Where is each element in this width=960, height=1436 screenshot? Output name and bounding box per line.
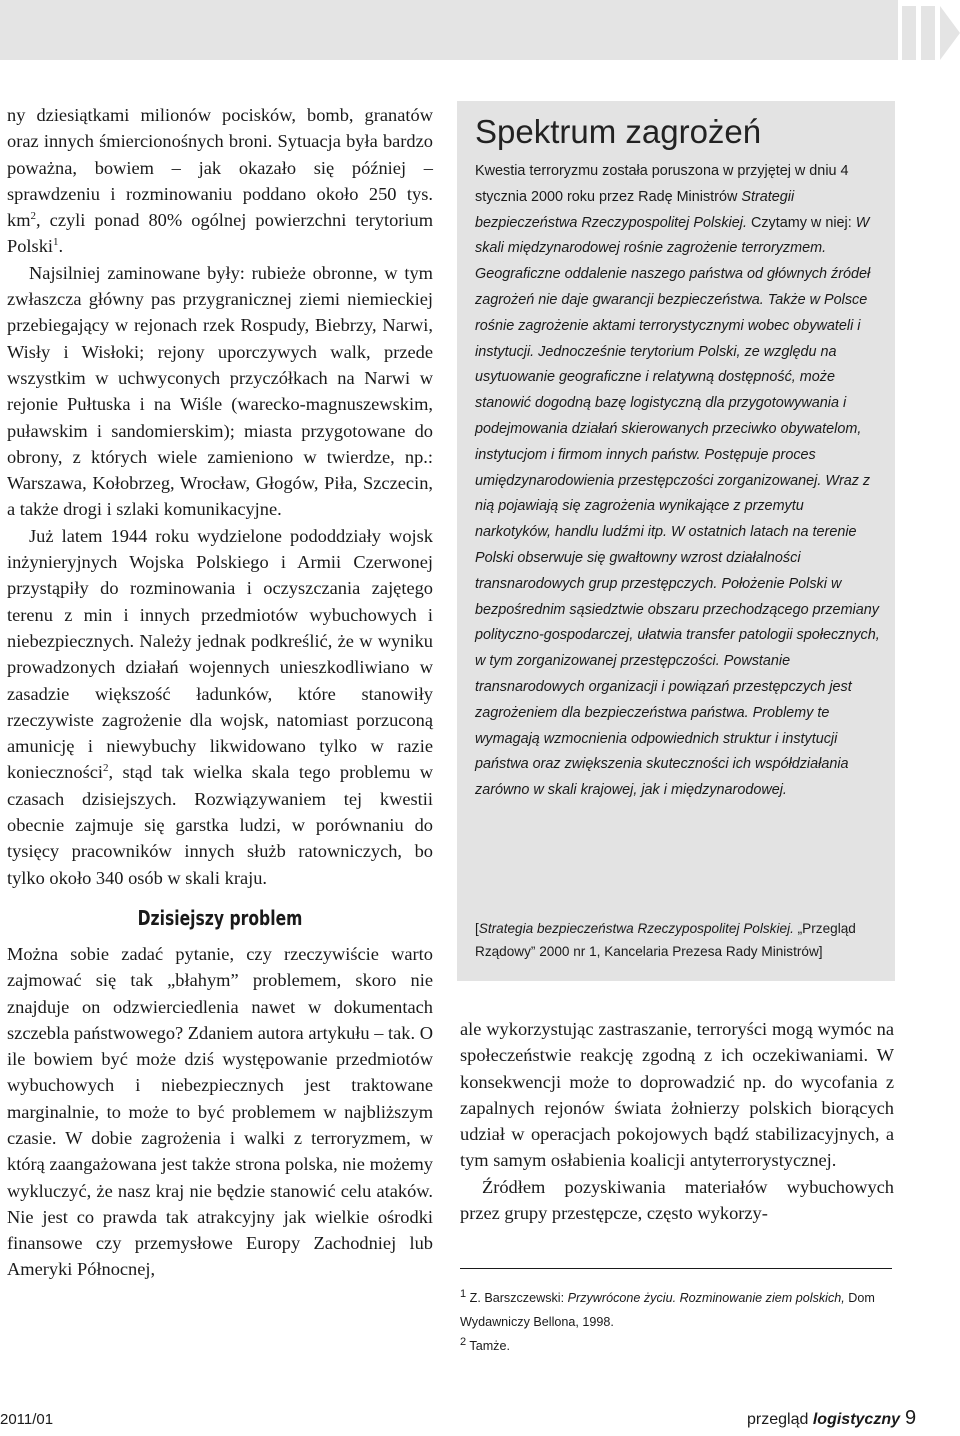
article-left-column <box>7 102 433 1283</box>
sidebar-body: Kwestia terroryzmu została poruszona w przyjętej w dniu 4 stycznia 2000 roku przez Radę Ministrów Strategii bezpieczeństwa Rzeczypospolitej Polskiej. Czytamy w niej: W skali międzynarodowej rośnie zagrożenie terroryzmem. Geograficzne oddalenie naszego państwa od głównych źródeł zagrożeń nie daje gwarancji bezpieczeństwa. Także w Polsce rośnie zagrożenie aktami terrorystycznymi wobec obywateli i instytucji. Jednocześnie terytorium Polski, ze względu na usytuowanie geograficzne i relatywną dostępność, może stanowić dogodną bazę logistyczną dla przygotowywania i podejmowania działań skierowanych przeciwko obywatelom, instytucjom i firmom innych państw. Postępuje proces umiędzynarodowienia przestępczości zorganizowanej. Wraz z nią pojawiają się zagrożenia wynikające z przemytu narkotyków, handlu ludźmi itp. W ostatnich latach na terenie Polski obserwuje się gwałtowny wzrost działalności transnarodowych grup przestępczych. Położenie Polski w bezpośrednim sąsiedztwie obszaru przechodzącego przemiany polityczno-gospodarczej, ułatwia transfer patologii społecznych, w tym zorganizowanej przestępczości. Powstanie transnarodowych organizacji i powiązań przestępczych jest zagrożeniem dla bezpieczeństwa państwa. Problemy te wymagają wzmocnienia odpowiednich struktur i instytucji państwa oraz zwiększenia skuteczności ich współdziałania zarówno w skali krajowej, jak i międzynarodowej. <box>475 163 880 799</box>
sidebar-source: [Strategia bezpieczeństwa Rzeczypospolitej Polskiej. „Przegląd Rządowy” 2000 nr 1, Kancelaria Prezesa Rady Ministrów] <box>475 921 856 959</box>
footnote-2: 2 Tamże. <box>460 1335 510 1353</box>
sidebar-box <box>457 101 895 981</box>
article-right-column <box>460 1016 894 1226</box>
article-paragraph: Można sobie zadać pytanie, czy rzeczywiście warto zajmować się tak „błahym” problemem, skoro nie znajduje on odzwierciedlenia nawet w dokumentach szczebla państwowego? Zdaniem autora artykułu – tak. O ile bowiem być może dziś występowanie przedmiotów wybuchowych i niebezpiecznych jest traktowane marginalnie, to może to być problemem w najbliższym czasie. W dobie zagrożenia i walki z terroryzmem, w którą zaangażowana jest także strona polska, nie możemy wykluczyć, że nasz kraj nie będzie stanowić celu ataków. Nie jest co prawda tak atrakcyjny jak wielkie ośrodki finansowe czy przemysłowe Europy Zachodniej lub Ameryki Północnej, <box>7 943 433 1280</box>
page-number: 9 <box>905 1407 917 1429</box>
section-heading: Dzisiejszy problem <box>137 905 303 930</box>
article-paragraph: Już latem 1944 roku wydzielone pododdziały wojsk inżynieryjnych Wojska Polskiego i Armii Czerwonej przystąpiły do rozminowania i oczyszczania zajętego terenu z min i innych przedmiotów wybuchowych i niebezpiecznych. Należy jednak podkreślić, że w wyniku prowadzonych działań wojennych unieszkodliwiano w zasadzie większość ładunków, które stanowiły rzeczywiste zagrożenie dla wojsk, natomiast porzuconą amunicję i niewybuchy likwidowano tylko w razie konieczności$^2$, stąd tak wielka skala tego problemu w czasach dzisiejszych. Rozwiązywaniem tej kwestii obecnie zajmuje się garstka ludzi, w porównaniu do tysięcy pracowników innych służb ratowniczych, bo tylko około 340 osób w skali kraju. <box>7 525 433 888</box>
footnote-1: 1 Z. Barszczewski: Przywrócone życiu. Rozminowanie ziem polskich, Dom Wydawniczy Bellona, 1998. <box>460 1287 875 1329</box>
sidebar-quote: W skali międzynarodowej rośnie zagrożenie terroryzmem. Geograficzne oddalenie naszego państwa od głównych źródeł zagrożeń nie daje gwarancji bezpieczeństwa. Także w Polsce rośnie zagrożenie aktami terrorystycznymi wobec obywateli i instytucji. Jednocześnie terytorium Polski, ze względu na usytuowanie geograficzne i relatywną dostępność, może stanowić dogodną bazę logistyczną dla przygotowywania i podejmowania działań skierowanych przeciwko obywatelom, instytucjom i firmom innych państw. Postępuje proces umiędzynarodowienia przestępczości zorganizowanej. Wraz z nią pojawiają się zagrożenia wynikające z przemytu narkotyków, handlu ludźmi itp. W ostatnich latach na terenie Polski obserwuje się gwałtowny wzrost działalności transnarodowych grup przestępczych. Położenie Polski w bezpośrednim sąsiedztwie obszaru przechodzącego przemiany polityczno-gospodarczej, ułatwia transfer patologii społecznych, w tym zorganizowanej przestępczości. Powstanie transnarodowych organizacji i powiązań przestępczych jest zagrożeniem dla bezpieczeństwa państwa. Problemy te wymagają wzmocnienia odpowiednich struktur i instytucji państwa oraz zwiększenia skuteczności ich współdziałania zarówno w skali krajowej, jak i międzynarodowej. <box>475 214 880 799</box>
issue-number: 2011/01 <box>0 1411 54 1428</box>
footnote-divider <box>460 1268 892 1269</box>
article-paragraph: Źródłem pozyskiwania materiałów wybuchowych przez grupy przestępcze, często wykorzy- <box>460 1176 894 1224</box>
article-paragraph: ny dziesiątkami milionów pocisków, bomb, granatów oraz innych śmiercionośnych broni. Sytuacja była bardzo poważna, bowiem – jak okazało się później – sprawdzeniu i rozminowaniu poddano około 250 tys. $km^2$, czyli ponad 80% ogólnej powierzchni terytorium Polski$^1$. <box>7 105 433 257</box>
publication-name: przegląd logistyczny <box>747 1411 900 1428</box>
article-paragraph: ale wykorzystując zastraszanie, terroryści mogą wymóc na społeczeństwie reakcję zgodną z ich oczekiwaniami. W konsekwencji może to doprowadzić np. do wycofania z zapalnych rejonów świata żołnierzy polskich biorących udział w operacjach pokojowych bądź stabilizacyjnych, a tym samym osłabienia koalicji antyterrorystycznej. <box>460 1019 894 1171</box>
footnotes <box>460 1286 894 1358</box>
header-band <box>0 0 898 60</box>
chevron-decoration-icon <box>902 6 960 60</box>
footnote-ref-1[interactable]: 1 <box>53 236 59 249</box>
article-paragraph: Najsilniej zaminowane były: rubieże obronne, w tym zwłaszcza główny pas przygranicznej ziemi niemieckiej przebiegający w rejonach rzek Rospudy, Biebrzy, Narwi, Wisły i Wisłoki; rejony uporczywych walk, przede wszystkim w uchwyconych przyczółkach na Narwi w rejonie Pułtuska i na Wiśle (warecko-magnuszewskim, puławskim i sandomierskim); miasta przygotowane do obrony, z których wiele zamieniono w twierdze, np.: Warszawa, Kołobrzeg, Wrocław, Głogów, Piła, Szczecin, a także drogi i szlaki komunikacyjne. <box>7 262 433 520</box>
sidebar-title: Spektrum zagrożeń <box>475 113 762 150</box>
footnote-ref-2[interactable]: 2 <box>103 762 109 775</box>
